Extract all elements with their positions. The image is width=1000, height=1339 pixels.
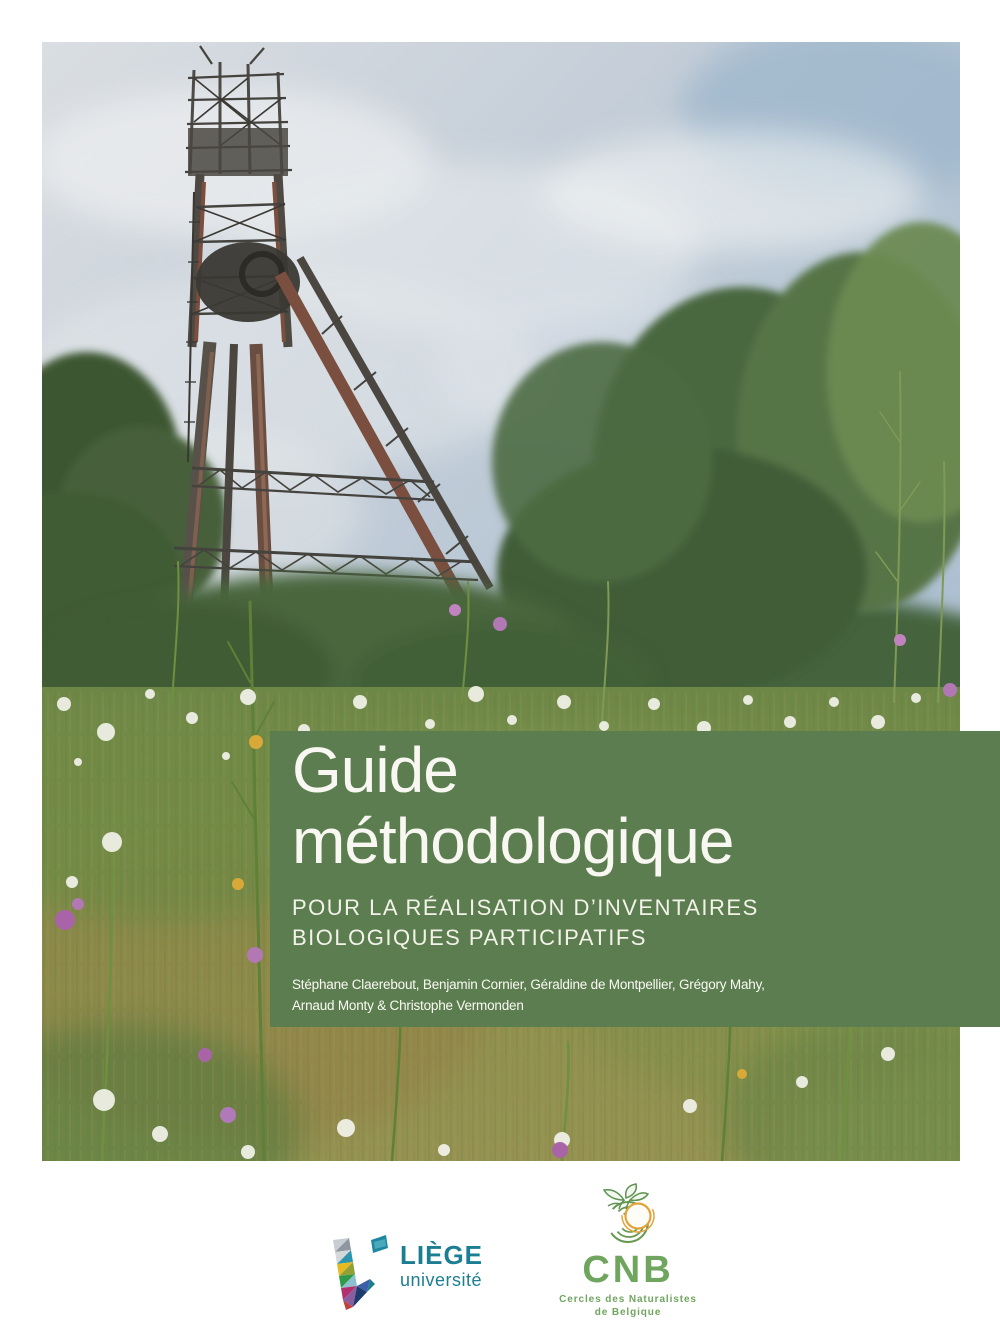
page-title xyxy=(292,735,964,877)
uliege-subname: université xyxy=(400,1270,483,1290)
uliege-wordmark xyxy=(400,1234,483,1290)
subtitle-line-2: BIOLOGIQUES PARTICIPATIFS xyxy=(292,925,647,950)
page-subtitle xyxy=(292,893,964,953)
subtitle-line-1: POUR LA RÉALISATION D’INVENTAIRES xyxy=(292,895,759,920)
title-panel xyxy=(270,731,1000,1027)
uliege-name: LIÈGE xyxy=(400,1240,484,1270)
cnb-acronym: CNB xyxy=(582,1249,674,1291)
uliege-mosaic-icon xyxy=(327,1234,391,1314)
authors-line-1: Stéphane Claerebout, Benjamin Cornier, Géraldine de Montpellier, Grégory Mahy, xyxy=(292,977,765,992)
uliege-logo xyxy=(327,1234,483,1314)
title-line-1: Guide xyxy=(292,734,458,806)
authors-line-2: Arnaud Monty & Christophe Vermonden xyxy=(292,998,524,1013)
cnb-tagline-line-2: de Belgique xyxy=(594,1307,662,1318)
cnb-plant-sun-icon xyxy=(593,1183,663,1249)
cnb-tagline-line-1: Cercles des Naturalistes xyxy=(559,1294,697,1305)
authors xyxy=(292,974,964,1016)
title-line-2: méthodologique xyxy=(292,805,734,877)
cnb-logo xyxy=(552,1183,704,1319)
cnb-tagline xyxy=(552,1293,704,1319)
